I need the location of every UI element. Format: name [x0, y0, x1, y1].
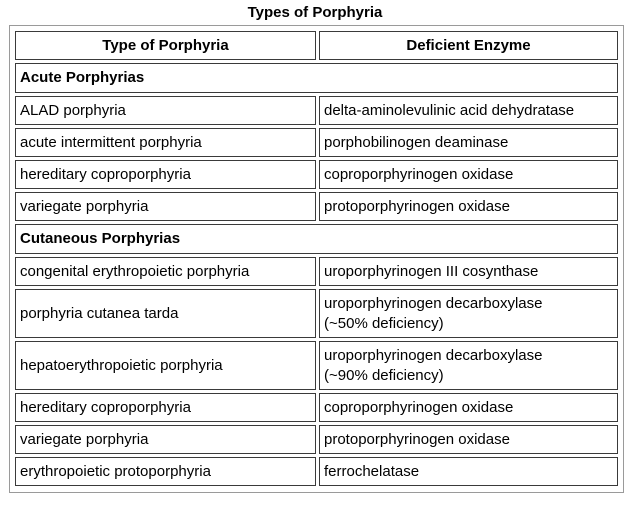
deficient-enzyme-cell	[319, 160, 618, 189]
porphyria-type-cell: erythropoietic protoporphyria	[15, 457, 316, 486]
porphyria-type-cell: hereditary coproporphyria	[15, 160, 316, 189]
deficient-enzyme-cell	[319, 96, 618, 125]
porphyria-table	[12, 28, 621, 489]
enzyme-text: protoporphyrinogen oxidase	[324, 430, 510, 448]
deficient-enzyme-cell	[319, 425, 618, 454]
group-row-acute	[15, 63, 618, 93]
header-row	[15, 31, 618, 60]
porphyria-type-cell: ALAD porphyria	[15, 96, 316, 125]
table-caption: Types of Porphyria	[247, 4, 383, 21]
porphyria-type-cell: variegate porphyria	[15, 192, 316, 221]
enzyme-text: coproporphyrinogen oxidase	[324, 398, 514, 416]
column-header-type: Type of Porphyria	[15, 31, 316, 60]
porphyria-type-cell: porphyria cutanea tarda	[15, 289, 316, 338]
porphyria-type-cell: hereditary coproporphyria	[15, 393, 316, 422]
porphyria-type-cell: congenital erythropoietic porphyria	[15, 257, 316, 286]
enzyme-text: uroporphyrinogen decarboxylase	[324, 294, 543, 312]
group-row-cutaneous	[15, 224, 618, 254]
enzyme-deficiency-note: (~50% deficiency)	[324, 314, 444, 332]
table-row	[15, 192, 618, 221]
porphyria-type-cell: variegate porphyria	[15, 425, 316, 454]
deficient-enzyme-cell	[319, 128, 618, 157]
enzyme-text: coproporphyrinogen oxidase	[324, 165, 514, 183]
table-row	[15, 257, 618, 286]
deficient-enzyme-cell	[319, 341, 618, 390]
table-row	[15, 457, 618, 486]
enzyme-text: porphobilinogen deaminase	[324, 133, 509, 151]
porphyria-table-frame	[9, 25, 624, 493]
deficient-enzyme-cell	[319, 257, 618, 286]
porphyria-type-cell: acute intermittent porphyria	[15, 128, 316, 157]
deficient-enzyme-cell	[319, 393, 618, 422]
column-header-enzyme: Deficient Enzyme	[319, 31, 618, 60]
table-row	[15, 128, 618, 157]
deficient-enzyme-cell	[319, 289, 618, 338]
deficient-enzyme-cell	[319, 192, 618, 221]
group-label-cutaneous: Cutaneous Porphyrias	[15, 224, 618, 254]
enzyme-text: uroporphyrinogen III cosynthase	[324, 262, 539, 280]
table-row	[15, 96, 618, 125]
table-row	[15, 289, 618, 338]
porphyria-type-cell: hepatoerythropoietic porphyria	[15, 341, 316, 390]
enzyme-text: uroporphyrinogen decarboxylase	[324, 346, 543, 364]
table-row	[15, 393, 618, 422]
enzyme-text: ferrochelatase	[324, 462, 420, 480]
table-row	[15, 425, 618, 454]
enzyme-text: delta-aminolevulinic acid dehydratase	[324, 101, 575, 119]
enzyme-deficiency-note: (~90% deficiency)	[324, 366, 444, 384]
deficient-enzyme-cell	[319, 457, 618, 486]
table-row	[15, 160, 618, 189]
group-label-acute: Acute Porphyrias	[15, 63, 618, 93]
table-row	[15, 341, 618, 390]
enzyme-text: protoporphyrinogen oxidase	[324, 197, 510, 215]
